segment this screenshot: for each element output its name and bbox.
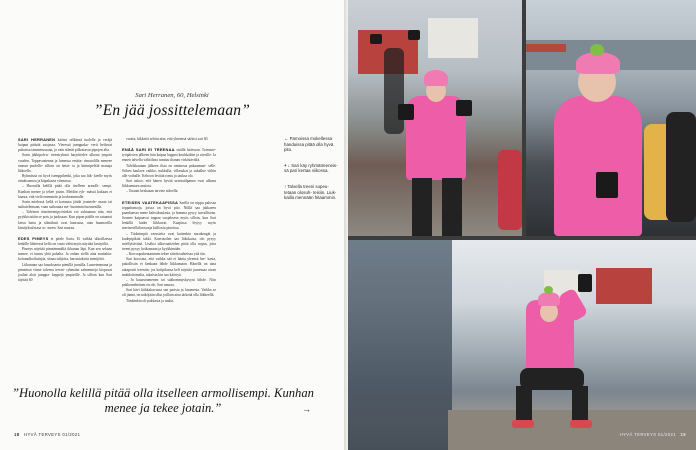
caption-1-arrow: ←	[284, 136, 289, 141]
article-paragraph	[122, 137, 216, 142]
green-pompom-shape	[590, 44, 604, 56]
photo-squatting-woman	[348, 240, 696, 450]
right-footer	[620, 432, 686, 437]
article-paragraph	[18, 247, 112, 262]
caption-2-arrow: + ↓	[284, 162, 290, 168]
caption-1	[284, 136, 340, 153]
article-paragraph	[122, 179, 216, 189]
caption-3	[284, 184, 340, 201]
photo-captions	[284, 136, 340, 211]
article-paragraph	[18, 263, 112, 284]
pink-jacket-shape	[554, 96, 642, 236]
paragraph-text: Ryhmässä on hyvä tsemppihenki, joka saa liik- keelle myös rämäisuenoa ja käpakassa vitenassa.	[18, 174, 112, 184]
paragraph-text: – Tärkeimpiä varusteita ovat kuitenkin narukengät ja kudepipikitä takki. Kuerusolen saa liikokaisa, olo pysyy miellyttävänä. Lisäksi ulkovaatteiden pitää olla nopsa, jotta treeni pysyy hoikomaan ja kyykkimään.	[122, 231, 216, 251]
red-house-shape	[596, 268, 652, 304]
paragraph-text: – Huonolla kelillä pitää olla itselleen armolli- sempi. Kunhan menee ja tekee jotain. Meidän ryh- mässä kukaan ei haasta, että vielä enemmän ja korkeammalle.	[18, 184, 112, 199]
right-page	[344, 0, 696, 450]
pull-quote-arrow-icon: →	[302, 404, 311, 414]
headline: ”En jää jossittelemaan”	[93, 102, 251, 119]
text-column-1	[18, 137, 112, 389]
background-person-shape	[384, 48, 404, 134]
green-pompom-shape	[544, 286, 553, 294]
caption-3-text: Talvella treeni sopeu- tetaan olosuh- teisiin. Liuk- kailla mennään hitaammin.	[284, 183, 337, 201]
right-shoe-shape	[570, 420, 592, 428]
paragraph-text: – Unaani keskaaan tarvine sidoella.	[126, 189, 179, 194]
article-paragraph	[18, 137, 112, 153]
right-footer-label: HYVÄ TERVEYS 01/2021	[619, 432, 676, 437]
right-leg-shape	[442, 178, 462, 236]
blurred-foreground-person-shape	[348, 240, 452, 450]
paragraph-text: – Ja kaaastramenen tai sääkommyskysyni kihde. Niin pakkomeheinen en ole, Sari nauraa.	[122, 277, 216, 288]
left-page	[0, 0, 344, 450]
paragraph-text: Tänäänkin oli pakkasta ja tuulta.	[126, 298, 175, 303]
paragraph-text: sisällä laitessan. Toimiste- työpäivien jälkeen hän kaipaa happea keuhkoihin ja aivoille. Ja ennen talvella vähä ilma tumtuu ihanan virkistävältä.	[122, 148, 216, 163]
kettlebell-left-shape	[398, 104, 414, 120]
article-paragraph	[18, 153, 112, 174]
caption-2	[284, 163, 340, 174]
text-column-2	[122, 137, 216, 389]
article-paragraph	[122, 257, 216, 278]
left-shin-shape	[516, 386, 532, 424]
left-page-number: 18	[14, 432, 20, 437]
paragraph-lead-in: ENÄÄ SARI EI TREENAA	[122, 147, 175, 153]
paragraph-text: Sarin mielessä kellä ei kannusa jäädä joonnele- maan tai suihutelemaan, vaan suihautaa me- huomnin huomenilla.	[18, 199, 112, 210]
pull-quote: ”Huonolla kelillä pitää olla itselleen armollisempi. Kunhan menee ja tekee jotain.”	[12, 386, 314, 416]
article-paragraph	[122, 147, 216, 163]
photo-kettlebell-woman	[348, 0, 522, 236]
article-paragraph	[122, 232, 216, 253]
article-paragraph	[122, 164, 216, 179]
paragraph-text: Sari uskoo, että hänen hyvää urentaiilpanna ovat ulkona liikkumisen ansiota.	[122, 179, 216, 189]
paragraph-text: Sari korostaa, että vaikka sää ei hänta yleensä her- kasta, pakollisiin ei kenkaan lähde liikkumaan. Hänellä on aina takaportti treeniin: jos kotipihassa keli näyttää juuremaa aivan mahdottomalta, takaisin kin saa käärryä.	[122, 257, 216, 277]
background-glove-shape	[370, 34, 382, 44]
raised-fist-glove-shape	[578, 274, 592, 292]
paragraph-lead-in: SARI HERRANEN	[18, 137, 56, 142]
black-glove-shape	[596, 172, 618, 198]
article-paragraph	[122, 200, 216, 232]
paragraph-text: – Korroopukeutaminen tekee sääolosuhteisaa yttä tän.	[126, 252, 206, 257]
left-leg-shape	[412, 178, 432, 236]
caption-2-text: Sari käy ryhmätreeneis- sä pari kertaa viikossa.	[284, 162, 338, 174]
white-house-shape	[428, 18, 478, 58]
paragraph-text: Sarilla on nippu palosaa toppahansoja, joissa on hyvä pito. Niillä saa jakkaeen paankuessa mene kahvakuulasta, ja homma pysyy turvallisena. Sormet kaipaavat toppaa suojaksesn myös silloin, kun Sari lenkillä kädet liikkuvat. Kaapissa löytyy myös merinovillaboosoaja kalliosia pinoissa.	[122, 200, 216, 231]
photo-smiling-woman	[526, 0, 696, 236]
red-jacket-person-shape	[498, 150, 522, 230]
paragraph-lead-in: EDES PIMEYS	[18, 235, 49, 241]
article-paragraph	[122, 299, 216, 304]
left-footer-label: HYVÄ TERVEYS 01/2021	[24, 432, 81, 437]
paragraph-text: vuotta, hikkeitä sehiin niin, että yhteensä särkisi sati 60.	[126, 137, 209, 141]
boat-shape	[526, 44, 566, 52]
byline: Sari Herranen, 60, Helsinki	[135, 92, 209, 99]
paragraph-text: Pimeys näyttää pimeämmältä ikkunan läpi. Kun sen sekaan menee, ei tunnu yhtä pahalta. Ja onhan siellä aina muitakin: koiranulkoiluttajia, siinaa tulijoita, harrastuksiin menijöitä.	[18, 247, 112, 262]
caption-3-arrow: ↑	[284, 183, 287, 189]
paragraph-text: ei pitele Saria. Ei vaikka ulkoillaessa lenkille lähteessä kello on vasta vähä myös näyttää kesäyöltä.	[18, 236, 112, 246]
paragraph-text: Sarin jäkkipolvu- treeniryhmä harjoittelee ulkona ympäri vuoden. Toppavaatenna ja lumessa emitta- rimatolilla meneee raaeun puolelle- silloin on hetai- ta ja kiinnipelittä manaja lätkoella.	[18, 153, 112, 173]
kettlebell-right-shape	[456, 100, 472, 116]
dark-jacket-person-shape	[666, 112, 696, 222]
paragraph-text: Talvikkaunan jälkeen iltaa en ominosta pakaantuni- selle. Siihen kaulava vaihko, nukkalla, villasukat ja sukallue viihin alle voihalle. Kehoon levitää romu ja tauksa olo.	[122, 163, 216, 178]
article-paragraph	[18, 236, 112, 247]
paragraph-text: Sari kävi kiikkakuvassa sen parista ja huomesta. Vaikka se oli jännä, on näköjään ollut joillain aina tärkeää olla liikkeellä.	[122, 288, 216, 298]
caption-1-text: Pamoissa mokellessa handuissa pitää olla hyvä pito.	[284, 136, 334, 153]
article-paragraph	[18, 200, 112, 210]
right-page-number: 19	[680, 432, 686, 437]
pink-hat-shape	[424, 70, 448, 86]
right-shin-shape	[572, 386, 588, 424]
article-paragraph	[122, 278, 216, 288]
article-paragraph	[18, 184, 112, 199]
paragraph-text: Liikunnan saa huuoksanta pienillä juonilla. Lumetenmana ja pimeässä viime talvena treeni- ryhmään salmennoja kiopavat joulun aloit jumppa- keppejä ympärille. Ja silloin kun Sari täyttää 60	[18, 262, 112, 283]
paragraph-lead-in: ETEISEN VAATEKAAPISSA	[122, 199, 179, 205]
left-footer	[14, 432, 80, 437]
paragraph-text: – Talvinen riimätreenipyörinkin voi suhtaanua niin, että pyykkisistäin se pois ja juoksaan. Kun pipon päälle on sataanut ketsu lunta ja silmälasit ovat huurussa, otan huumorilla kimityksalviasa so- meen. Sari nauraa.	[18, 210, 112, 230]
article-paragraph	[122, 288, 216, 298]
left-shoe-shape	[512, 420, 534, 428]
page-gutter	[344, 0, 348, 450]
background-glove-shape-2	[408, 30, 420, 40]
article-paragraph	[18, 174, 112, 184]
article-paragraph	[18, 210, 112, 231]
pink-hat-shape	[538, 292, 560, 306]
paragraph-text: käänsi selkänsä tuolelle ja veräjä hoipun pääsää suojassa. Vieressä jumppaka- verit heiluvat paloassa tammetussaan, ja vain silmät pilkottavat pipojen alta.	[18, 138, 112, 153]
